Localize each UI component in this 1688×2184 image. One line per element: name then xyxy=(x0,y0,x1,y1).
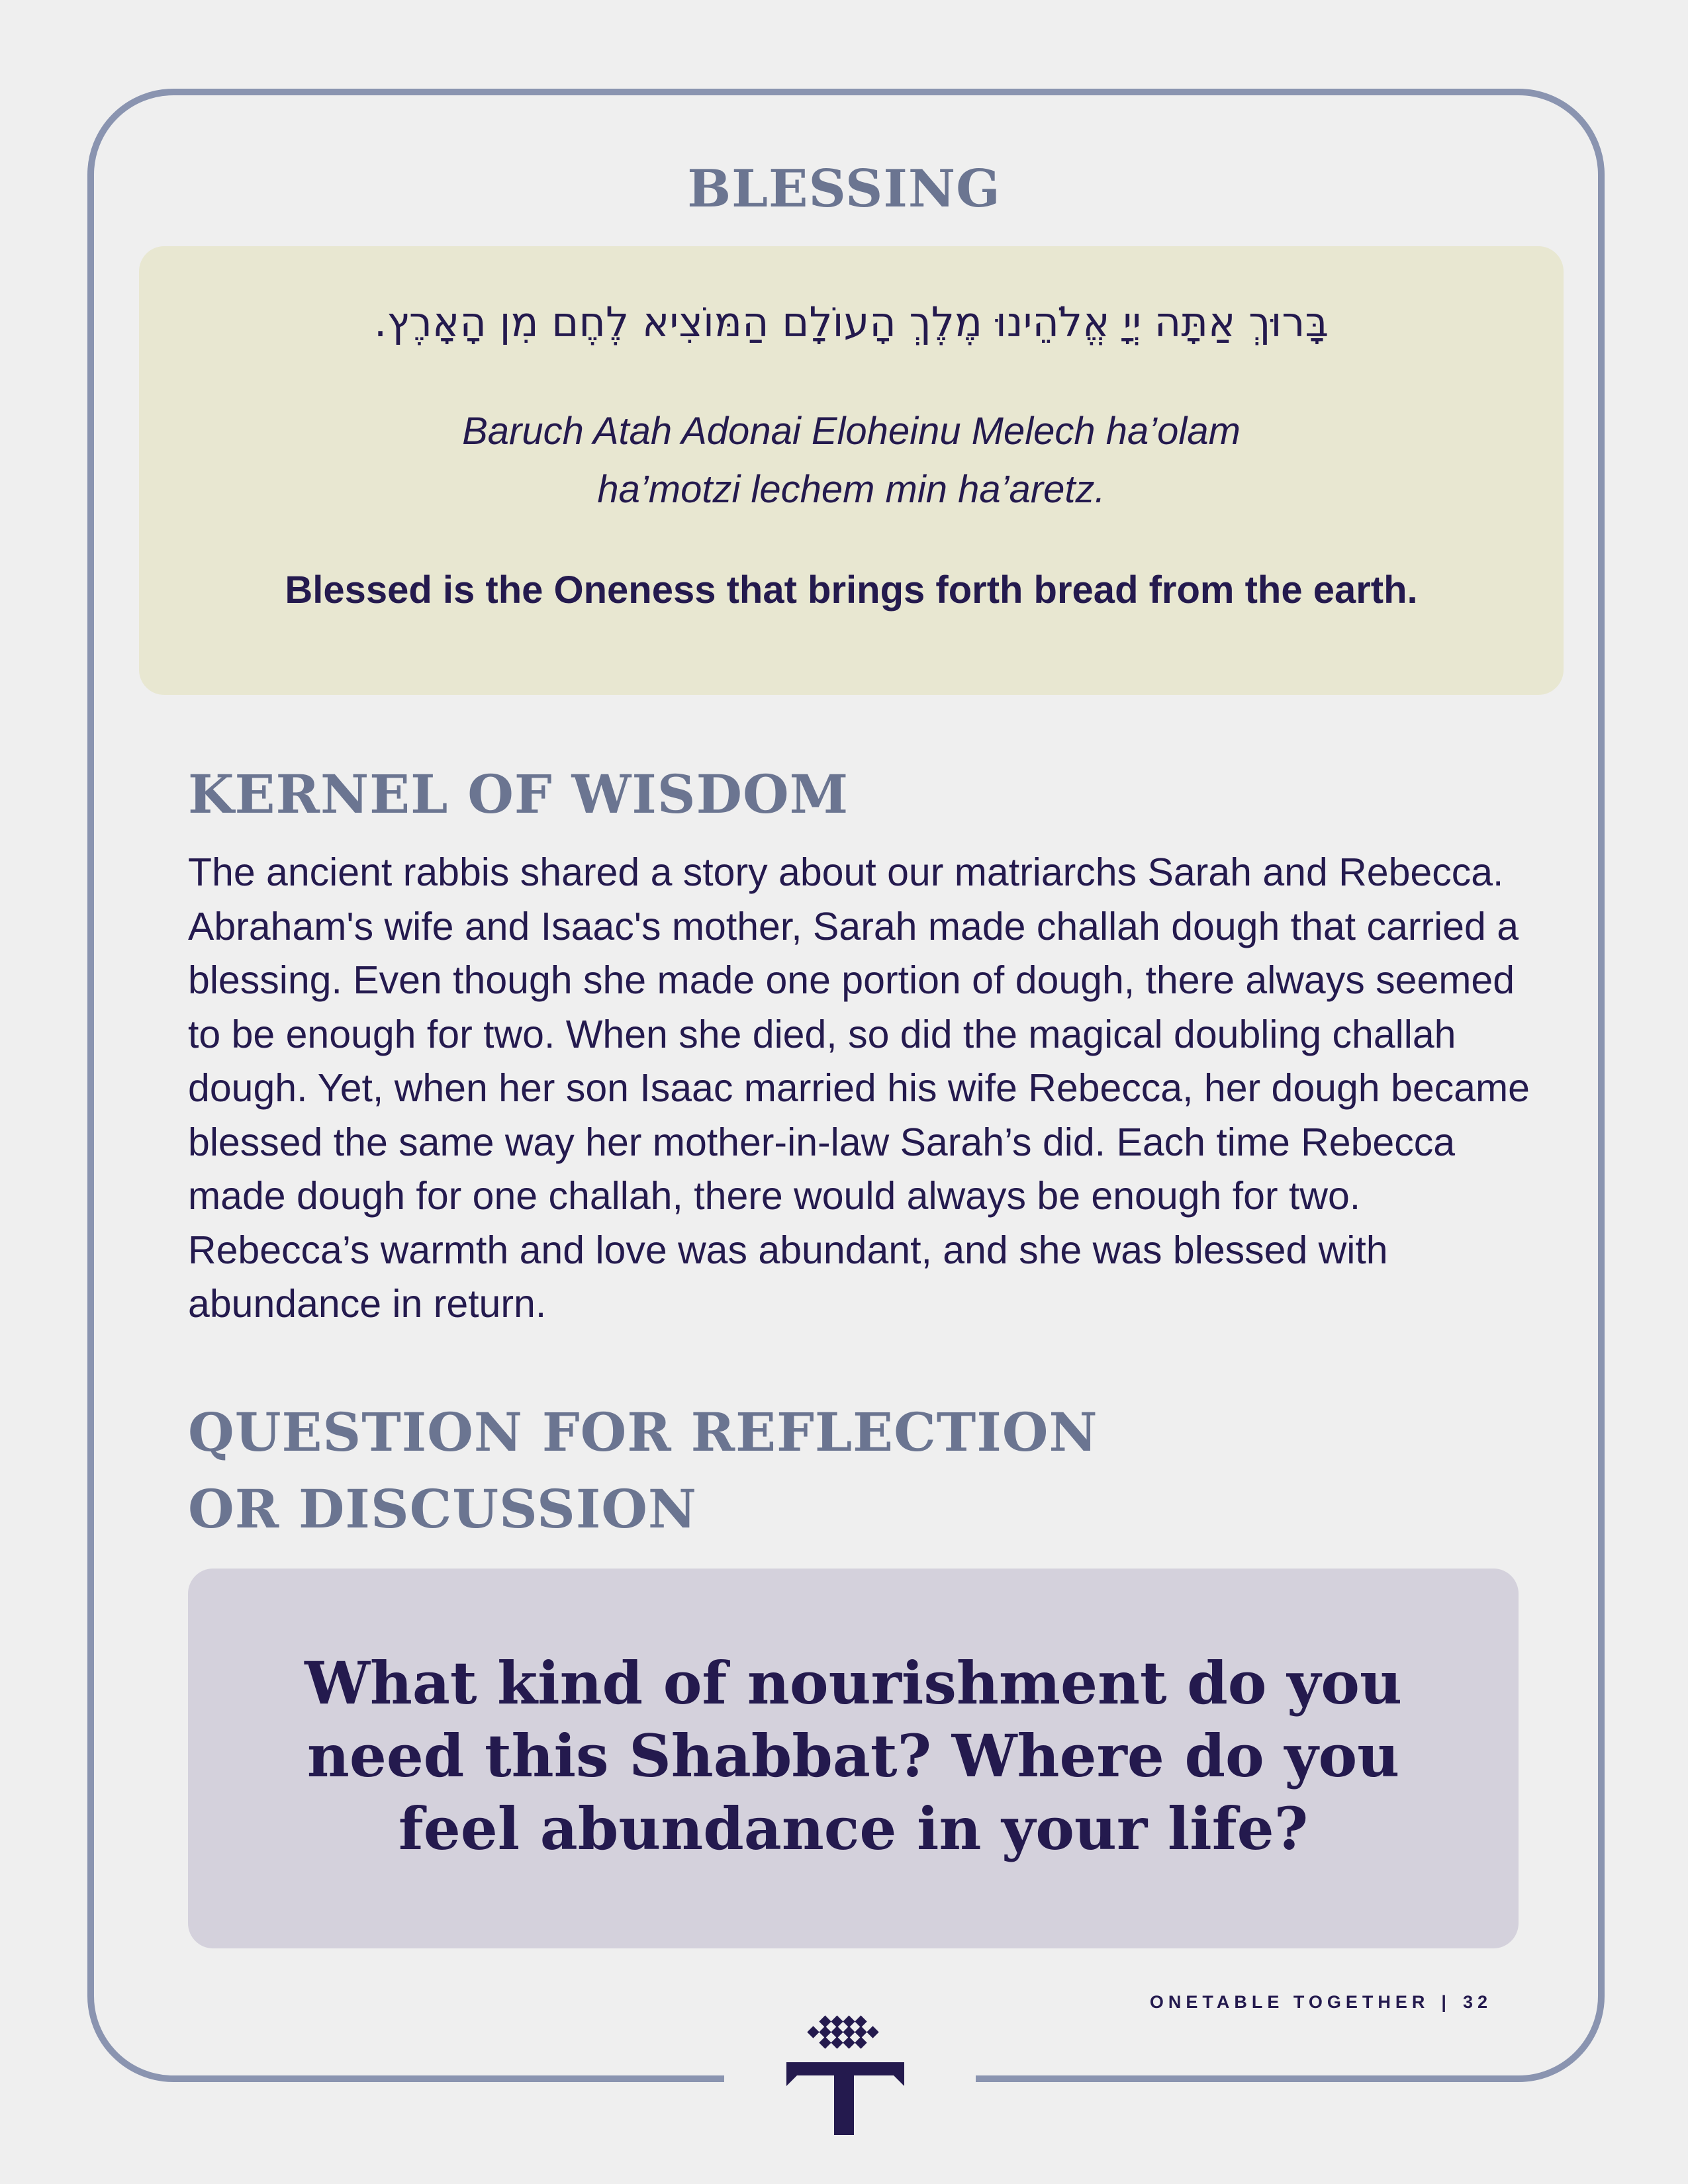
hebrew-blessing: בָּרוּךְ אַתָּה יְיָ אֱלֹהֵינוּ מֶלֶךְ הָעוֹלָם הַמּוֹצִיא לֶחֶם מִן הָאָרֶץ. xyxy=(373,298,1329,346)
blessing-heading: BLESSING xyxy=(687,159,1001,219)
question-line-3: feel abundance in your life? xyxy=(398,1794,1309,1863)
onetable-logo-icon xyxy=(782,2012,908,2138)
kernel-heading: KERNEL OF WISDOM xyxy=(188,763,849,825)
question-heading-line-1: QUESTION FOR REFLECTION xyxy=(188,1401,1098,1463)
page-number: 32 xyxy=(1462,1992,1492,2012)
blessing-box xyxy=(139,246,1564,695)
question-box xyxy=(188,1569,1519,1948)
question-heading-line-2: OR DISCUSSION xyxy=(188,1478,698,1540)
question-line-2: need this Shabbat? Where do you xyxy=(306,1721,1400,1790)
footer-separator: | xyxy=(1441,1992,1451,2012)
transliteration-line-2: ha’motzi lechem min ha’aretz. xyxy=(597,468,1105,511)
footer xyxy=(1150,1992,1492,2013)
footer-brand: ONETABLE TOGETHER xyxy=(1149,1992,1430,2012)
question-line-1: What kind of nourishment do you xyxy=(305,1649,1402,1717)
transliteration xyxy=(139,402,1564,519)
transliteration-line-1: Baruch Atah Adonai Eloheinu Melech ha’olam xyxy=(462,410,1241,453)
question-text xyxy=(188,1647,1519,1865)
english-translation: Blessed is the Oneness that brings forth bread from the earth. xyxy=(285,569,1418,612)
question-heading xyxy=(188,1394,1098,1547)
kernel-story: The ancient rabbis shared a story about our matriarchs Sarah and Rebecca. Abraham's wife and Isaac's mother, Sarah made challah dough that carried a blessing. Even though she made one portion of dough, there always seemed to be enough for two. When she died, so did the magical doubling challah dough. Yet, when her son Isaac married his wife Rebecca, her dough became blessed the same way her mother-in-law Sarah’s did. Each time Rebecca made dough for one challah, there would always be enough for two. Rebecca’s warmth and love was abundant, and she was blessed with abundance in return. xyxy=(188,850,1530,1326)
